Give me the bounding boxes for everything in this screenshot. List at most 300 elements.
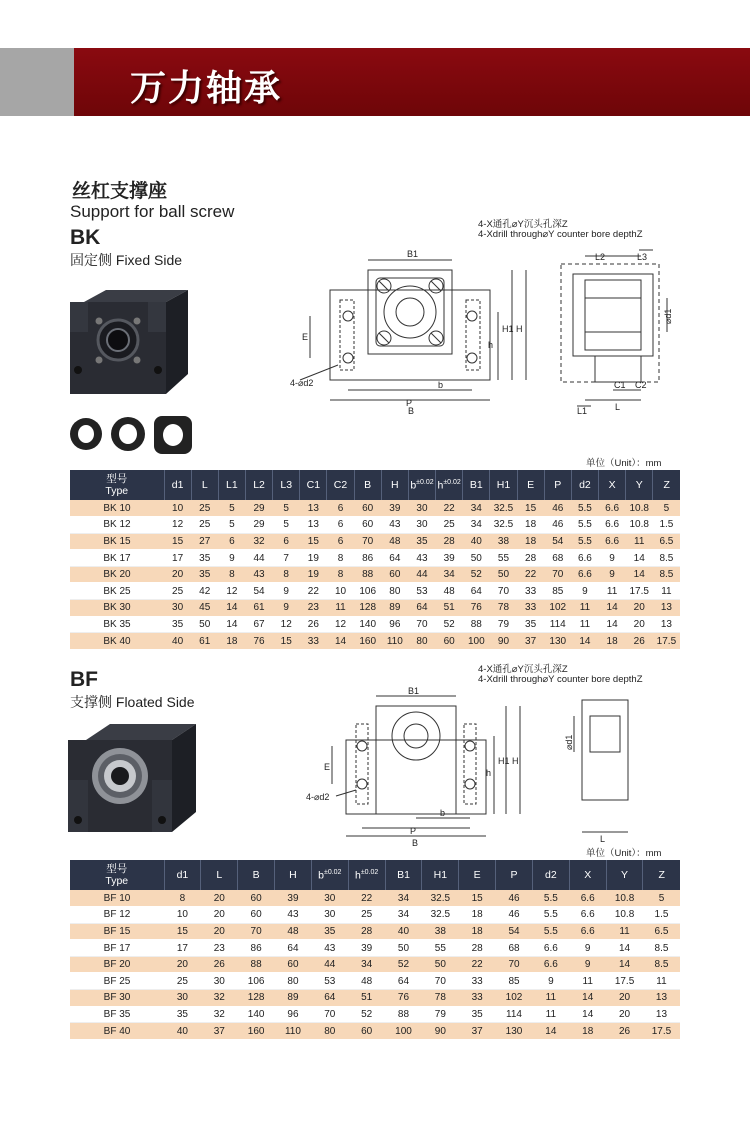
table-cell: 17.5 — [606, 973, 643, 990]
table-cell: 64 — [311, 990, 348, 1007]
table-cell-type: BF 25 — [70, 973, 164, 990]
table-cell: 25 — [191, 517, 218, 534]
table-cell: 38 — [490, 533, 517, 550]
table-cell: 9 — [569, 956, 606, 973]
bk-header-c2: C2 — [327, 470, 354, 500]
table-cell: 32.5 — [490, 500, 517, 517]
table-cell: 55 — [490, 550, 517, 567]
table-cell: 160 — [238, 1023, 275, 1040]
bk-header-l: L — [191, 470, 218, 500]
table-cell: 14 — [606, 940, 643, 957]
table-cell: 29 — [245, 517, 272, 534]
bf-dim-b: b — [440, 808, 446, 818]
table-cell: 9 — [599, 550, 626, 567]
table-cell: 80 — [275, 973, 312, 990]
table-cell: 90 — [422, 1023, 459, 1040]
table-cell: 6.6 — [532, 940, 569, 957]
table-row — [70, 600, 680, 617]
table-cell: 18 — [517, 533, 544, 550]
bk-header-type: 型号 Type — [70, 470, 164, 500]
table-cell: 9 — [532, 973, 569, 990]
table-cell: 51 — [436, 600, 463, 617]
table-cell: 68 — [496, 940, 533, 957]
table-cell: 128 — [238, 990, 275, 1007]
table-cell: 13 — [643, 1006, 680, 1023]
table-cell: 6.6 — [569, 890, 606, 907]
table-cell: 13 — [653, 600, 680, 617]
table-cell: 23 — [201, 940, 238, 957]
table-row — [70, 973, 680, 990]
table-cell: 1.5 — [643, 907, 680, 924]
table-cell: 25 — [164, 973, 201, 990]
table-cell: 35 — [191, 550, 218, 567]
table-cell: 60 — [275, 956, 312, 973]
banner-grey-block — [0, 48, 74, 116]
table-cell: 130 — [496, 1023, 533, 1040]
table-cell: 5.5 — [532, 923, 569, 940]
table-cell: 60 — [348, 1023, 385, 1040]
table-cell: 64 — [275, 940, 312, 957]
bf-header-type: 型号 Type — [70, 860, 164, 890]
table-cell: 14 — [599, 600, 626, 617]
table-cell: 30 — [164, 990, 201, 1007]
table-cell-type: BK 25 — [70, 583, 164, 600]
bf-side-view-drawing — [560, 696, 635, 846]
table-cell: 33 — [459, 973, 496, 990]
table-cell: 14 — [532, 1023, 569, 1040]
bf-dim-b1: B1 — [408, 686, 420, 696]
table-row — [70, 890, 680, 907]
table-cell: 20 — [164, 956, 201, 973]
table-cell: 76 — [463, 600, 490, 617]
bk-header-x: X — [599, 470, 626, 500]
table-cell: 5.5 — [571, 517, 598, 534]
table-cell: 15 — [300, 533, 327, 550]
table-cell: 30 — [408, 500, 435, 517]
table-cell: 18 — [459, 907, 496, 924]
table-cell: 80 — [381, 583, 408, 600]
table-cell: 29 — [245, 500, 272, 517]
table-cell: 8.5 — [643, 956, 680, 973]
bf-dim-b-total: B — [412, 838, 419, 848]
bk-header-c1: C1 — [300, 470, 327, 500]
table-cell: 44 — [408, 566, 435, 583]
table-cell: 17.5 — [653, 633, 680, 650]
table-row — [70, 990, 680, 1007]
table-cell: 80 — [311, 1023, 348, 1040]
bf-header-e: E — [459, 860, 496, 890]
table-cell: 5 — [218, 500, 245, 517]
table-cell: 55 — [422, 940, 459, 957]
table-cell-type: BF 20 — [70, 956, 164, 973]
table-cell: 11 — [599, 583, 626, 600]
table-cell: 15 — [164, 533, 191, 550]
table-cell: 20 — [201, 907, 238, 924]
bf-unit-label: 单位（Unit）：mm — [586, 848, 662, 859]
bk-dim-e: E — [302, 332, 309, 342]
table-cell: 14 — [218, 616, 245, 633]
bf-code: BF — [70, 668, 98, 691]
table-cell: 11 — [653, 583, 680, 600]
table-cell: 64 — [408, 600, 435, 617]
table-cell: 25 — [164, 583, 191, 600]
table-cell: 18 — [599, 633, 626, 650]
table-cell: 43 — [311, 940, 348, 957]
table-cell: 64 — [463, 583, 490, 600]
table-cell: 114 — [496, 1006, 533, 1023]
table-row — [70, 956, 680, 973]
table-cell: 11 — [626, 533, 653, 550]
table-cell: 34 — [463, 500, 490, 517]
table-cell: 6.6 — [599, 500, 626, 517]
table-cell: 60 — [381, 566, 408, 583]
bk-dim-h: h — [488, 340, 494, 350]
table-cell: 15 — [273, 633, 300, 650]
table-cell: 52 — [348, 1006, 385, 1023]
table-cell: 34 — [436, 566, 463, 583]
bf-header-y: Y — [606, 860, 643, 890]
table-cell: 11 — [532, 1006, 569, 1023]
table-cell: 110 — [381, 633, 408, 650]
table-cell: 79 — [490, 616, 517, 633]
table-cell: 28 — [348, 923, 385, 940]
table-cell: 48 — [436, 583, 463, 600]
table-cell: 9 — [273, 600, 300, 617]
table-cell: 8.5 — [653, 566, 680, 583]
bf-header-x: X — [569, 860, 606, 890]
table-cell: 8 — [327, 566, 354, 583]
table-cell: 11 — [327, 600, 354, 617]
table-cell: 20 — [201, 923, 238, 940]
table-cell: 48 — [275, 923, 312, 940]
table-cell: 11 — [532, 990, 569, 1007]
table-cell: 39 — [348, 940, 385, 957]
table-cell: 60 — [238, 907, 275, 924]
bk-header-l1: L1 — [218, 470, 245, 500]
table-cell: 13 — [653, 616, 680, 633]
table-cell: 25 — [436, 517, 463, 534]
bk-dim-d1: ⌀d1 — [663, 308, 673, 324]
table-cell-type: BF 40 — [70, 1023, 164, 1040]
bk-header-b1: B1 — [463, 470, 490, 500]
table-row — [70, 616, 680, 633]
table-row — [70, 550, 680, 567]
bk-note-zh: 4-X通孔⌀Y沉头孔深Z — [478, 219, 568, 230]
table-cell: 6.6 — [571, 550, 598, 567]
bk-dim-b-total: B — [408, 406, 415, 416]
table-row — [70, 583, 680, 600]
bf-spec-table — [70, 860, 680, 1040]
table-cell: 14 — [569, 1006, 606, 1023]
table-cell: 140 — [238, 1006, 275, 1023]
table-cell: 46 — [496, 890, 533, 907]
table-cell: 86 — [238, 940, 275, 957]
table-cell: 39 — [381, 500, 408, 517]
bk-dim-p: P — [406, 398, 413, 408]
table-cell: 54 — [245, 583, 272, 600]
bf-side-label: 支撑侧 Floated Side — [70, 694, 195, 710]
bf-dim-h1: H1 — [498, 756, 510, 766]
bk-dim-l3: L3 — [637, 252, 648, 262]
table-cell: 43 — [275, 907, 312, 924]
table-cell: 39 — [275, 890, 312, 907]
table-cell: 13 — [643, 990, 680, 1007]
table-cell: 10.8 — [606, 890, 643, 907]
table-cell: 18 — [569, 1023, 606, 1040]
table-cell: 8.5 — [653, 550, 680, 567]
table-cell: 6.6 — [599, 517, 626, 534]
bk-dim-c2: C2 — [635, 380, 647, 390]
bf-note-zh: 4-X通孔⌀Y沉头孔深Z — [478, 664, 568, 675]
table-cell: 6 — [327, 533, 354, 550]
table-cell: 11 — [606, 923, 643, 940]
table-cell: 32 — [201, 1006, 238, 1023]
bf-dim-d2: 4-⌀d2 — [306, 792, 330, 802]
table-cell: 67 — [245, 616, 272, 633]
table-cell: 5.5 — [532, 907, 569, 924]
table-cell: 48 — [381, 533, 408, 550]
table-cell: 102 — [544, 600, 571, 617]
table-cell: 30 — [311, 907, 348, 924]
table-cell: 85 — [544, 583, 571, 600]
table-cell: 15 — [459, 890, 496, 907]
table-row — [70, 500, 680, 517]
table-cell: 60 — [436, 633, 463, 650]
table-cell: 70 — [422, 973, 459, 990]
bk-dim-b: b — [438, 380, 444, 390]
table-cell: 70 — [238, 923, 275, 940]
table-cell: 50 — [385, 940, 422, 957]
table-cell: 9 — [273, 583, 300, 600]
table-cell: 22 — [459, 956, 496, 973]
bk-code: BK — [70, 226, 101, 249]
banner-title: 万力轴承 — [130, 68, 283, 109]
table-cell-type: BF 12 — [70, 907, 164, 924]
table-cell: 106 — [354, 583, 381, 600]
table-cell: 61 — [191, 633, 218, 650]
bk-dim-c1: C1 — [614, 380, 626, 390]
bf-dim-p: P — [410, 826, 417, 836]
table-cell: 10 — [164, 500, 191, 517]
table-cell: 20 — [606, 990, 643, 1007]
table-cell: 140 — [354, 616, 381, 633]
table-cell: 33 — [300, 633, 327, 650]
table-cell: 128 — [354, 600, 381, 617]
table-cell: 53 — [311, 973, 348, 990]
bf-header-b: B — [238, 860, 275, 890]
table-cell-type: BK 20 — [70, 566, 164, 583]
table-cell: 26 — [300, 616, 327, 633]
table-cell: 68 — [544, 550, 571, 567]
bk-product-image — [66, 284, 216, 464]
table-cell: 35 — [517, 616, 544, 633]
bk-spec-table — [70, 470, 680, 650]
table-cell: 10.8 — [606, 907, 643, 924]
table-cell: 88 — [354, 566, 381, 583]
bk-unit-label: 单位（Unit）：mm — [586, 458, 662, 469]
table-cell: 30 — [164, 600, 191, 617]
bf-header-z: Z — [643, 860, 680, 890]
table-cell-type: BF 15 — [70, 923, 164, 940]
table-cell: 54 — [544, 533, 571, 550]
bk-header-l2: L2 — [245, 470, 272, 500]
table-cell: 8 — [218, 566, 245, 583]
table-cell-type: BK 17 — [70, 550, 164, 567]
table-cell: 35 — [408, 533, 435, 550]
table-cell: 14 — [327, 633, 354, 650]
table-row — [70, 1006, 680, 1023]
table-cell: 34 — [348, 956, 385, 973]
table-cell: 64 — [381, 550, 408, 567]
table-cell: 20 — [626, 600, 653, 617]
table-cell: 11 — [643, 973, 680, 990]
table-cell: 160 — [354, 633, 381, 650]
bk-header-b: B — [354, 470, 381, 500]
bk-dim-height: H — [516, 324, 523, 334]
table-cell: 90 — [490, 633, 517, 650]
section-title-en: Support for ball screw — [70, 202, 235, 221]
table-cell-type: BF 17 — [70, 940, 164, 957]
table-row — [70, 633, 680, 650]
bk-header-h1: H1 — [490, 470, 517, 500]
table-cell: 52 — [385, 956, 422, 973]
table-cell: 17 — [164, 550, 191, 567]
table-cell: 79 — [422, 1006, 459, 1023]
bk-header-z: Z — [653, 470, 680, 500]
table-cell: 35 — [164, 616, 191, 633]
table-cell: 20 — [606, 1006, 643, 1023]
table-cell: 48 — [348, 973, 385, 990]
table-cell: 9 — [218, 550, 245, 567]
table-cell: 10 — [164, 907, 201, 924]
table-cell: 5 — [218, 517, 245, 534]
table-cell: 15 — [164, 923, 201, 940]
bf-header-h1: H1 — [422, 860, 459, 890]
bk-header-l3: L3 — [273, 470, 300, 500]
table-cell: 9 — [571, 583, 598, 600]
table-cell: 44 — [311, 956, 348, 973]
table-cell: 32 — [201, 990, 238, 1007]
table-cell: 37 — [201, 1023, 238, 1040]
table-cell: 46 — [496, 907, 533, 924]
bk-header-d1: d1 — [164, 470, 191, 500]
table-cell: 27 — [191, 533, 218, 550]
table-cell: 52 — [463, 566, 490, 583]
table-cell-type: BK 15 — [70, 533, 164, 550]
table-cell: 50 — [191, 616, 218, 633]
table-cell: 43 — [381, 517, 408, 534]
table-cell: 22 — [436, 500, 463, 517]
table-cell: 17.5 — [626, 583, 653, 600]
table-cell: 35 — [191, 566, 218, 583]
bk-header-h: $h^{\pm 0.02}$ — [436, 470, 463, 500]
table-cell: 32.5 — [422, 907, 459, 924]
table-cell: 6.6 — [569, 907, 606, 924]
bf-dim-h: h — [486, 768, 492, 778]
table-cell: 25 — [191, 500, 218, 517]
table-cell: 26 — [626, 633, 653, 650]
bf-header-p: P — [496, 860, 533, 890]
table-cell: 96 — [381, 616, 408, 633]
table-cell: 18 — [517, 517, 544, 534]
bf-header-b: $b^{\pm 0.02}$ — [311, 860, 348, 890]
table-cell: 14 — [626, 566, 653, 583]
table-cell: 10.8 — [626, 517, 653, 534]
bk-dim-l2: L2 — [595, 252, 606, 262]
table-cell: 110 — [275, 1023, 312, 1040]
table-cell: 5.5 — [532, 890, 569, 907]
table-cell: 40 — [385, 923, 422, 940]
table-cell: 88 — [463, 616, 490, 633]
bf-header-d2: d2 — [532, 860, 569, 890]
table-cell: 12 — [218, 583, 245, 600]
bk-note-en: 4-Xdrill through⌀Y counter bore depthZ — [478, 229, 643, 240]
table-cell: 89 — [275, 990, 312, 1007]
table-cell: 5.5 — [571, 500, 598, 517]
table-cell: 28 — [436, 533, 463, 550]
bk-dim-l1: L1 — [577, 406, 588, 415]
table-cell: 6.6 — [569, 923, 606, 940]
table-cell-type: BK 12 — [70, 517, 164, 534]
table-row — [70, 940, 680, 957]
table-cell: 10 — [327, 583, 354, 600]
table-cell: 6 — [218, 533, 245, 550]
table-cell: 46 — [544, 500, 571, 517]
bk-header-y: Y — [626, 470, 653, 500]
table-cell: 70 — [544, 566, 571, 583]
table-cell: 14 — [599, 616, 626, 633]
table-cell: 11 — [569, 973, 606, 990]
table-cell: 28 — [459, 940, 496, 957]
table-cell: 78 — [490, 600, 517, 617]
table-cell: 28 — [517, 550, 544, 567]
table-cell: 12 — [327, 616, 354, 633]
table-row — [70, 907, 680, 924]
table-cell: 5 — [273, 517, 300, 534]
table-cell: 19 — [300, 566, 327, 583]
table-row — [70, 517, 680, 534]
table-cell: 14 — [626, 550, 653, 567]
table-cell: 15 — [517, 500, 544, 517]
table-cell: 23 — [300, 600, 327, 617]
table-row — [70, 566, 680, 583]
table-cell: 6 — [327, 500, 354, 517]
table-cell: 1.5 — [653, 517, 680, 534]
table-cell: 54 — [496, 923, 533, 940]
table-row — [70, 923, 680, 940]
table-cell: 5 — [643, 890, 680, 907]
table-cell: 42 — [191, 583, 218, 600]
table-cell: 85 — [496, 973, 533, 990]
bf-dim-d1: ⌀d1 — [564, 734, 574, 750]
table-cell-type: BK 35 — [70, 616, 164, 633]
table-cell: 70 — [311, 1006, 348, 1023]
table-cell-type: BK 10 — [70, 500, 164, 517]
table-cell: 37 — [459, 1023, 496, 1040]
table-cell: 86 — [354, 550, 381, 567]
table-cell: 45 — [191, 600, 218, 617]
table-cell: 32 — [245, 533, 272, 550]
table-cell: 76 — [385, 990, 422, 1007]
table-cell: 20 — [164, 566, 191, 583]
table-cell: 70 — [496, 956, 533, 973]
bk-header-h: H — [381, 470, 408, 500]
bf-dim-height: H — [512, 756, 519, 766]
table-cell: 40 — [164, 633, 191, 650]
table-cell: 6 — [327, 517, 354, 534]
table-cell: 78 — [422, 990, 459, 1007]
bf-header-h: H — [275, 860, 312, 890]
